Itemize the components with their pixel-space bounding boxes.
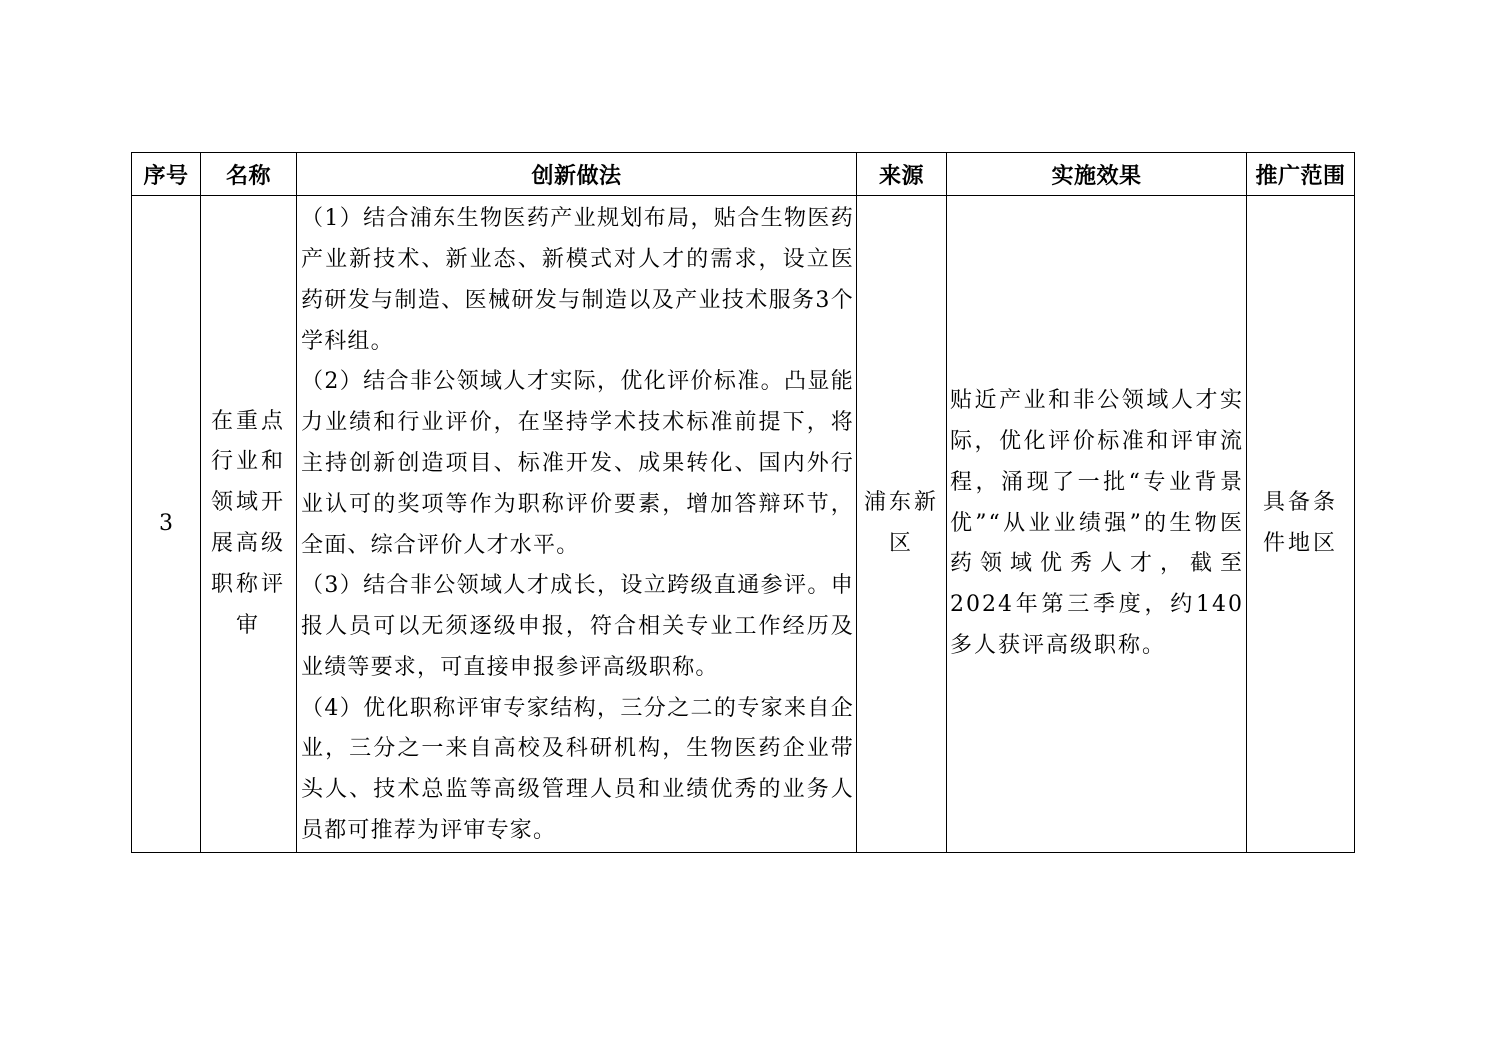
header-scope: 推广范围 — [1247, 153, 1355, 196]
scope-text: 具备条件地区 — [1262, 490, 1338, 556]
name-text: 在重点行业和领域开展高级职称评审 — [210, 408, 286, 638]
header-effect: 实施效果 — [947, 153, 1247, 196]
table-row — [132, 196, 1355, 853]
method-item-3: （3）结合非公领域人才成长，设立跨级直通参评。申报人员可以无须逐级申报，符合相关专业工作经历及业绩等要求，可直接申报参评高级职称。 — [301, 573, 854, 680]
method-list — [297, 196, 856, 852]
method-item-2: （2）结合非公领域人才实际，优化评价标准。凸显能力业绩和行业评价，在坚持学术技术标准前提下，将主持创新创造项目、标准开发、成果转化、国内外行业认可的奖项等作为职称评价要素，增加答辩环节，全面、综合评价人才水平。 — [301, 369, 854, 558]
cell-effect — [947, 196, 1247, 853]
cell-name — [201, 196, 297, 853]
header-method: 创新做法 — [297, 153, 857, 196]
method-item-1: （1）结合浦东生物医药产业规划布局，贴合生物医药产业新技术、新业态、新模式对人才的需求，设立医药研发与制造、医械研发与制造以及产业技术服务3个学科组。 — [301, 206, 854, 354]
table-header-row — [132, 153, 1355, 196]
source-text: 浦东新区 — [863, 490, 939, 556]
method-item-4: （4）优化职称评审专家结构，三分之二的专家来自企业，三分之一来自高校及科研机构，生物医药企业带头人、技术总监等高级管理人员和业绩优秀的业务人员都可推荐为评审专家。 — [301, 695, 854, 844]
cell-scope — [1247, 196, 1355, 853]
header-source: 来源 — [857, 153, 947, 196]
cell-source — [857, 196, 947, 853]
header-name: 名称 — [201, 153, 297, 196]
innovation-table — [131, 152, 1355, 853]
effect-text: 贴近产业和非公领域人才实际，优化评价标准和评审流程，涌现了一批“专业背景优”“从业业绩强”的生物医药领域优秀人才，截至2024年第三季度，约140多人获评高级职称。 — [950, 388, 1244, 658]
cell-seq — [132, 196, 201, 853]
seq-text: 3 — [159, 510, 173, 536]
cell-method — [297, 196, 857, 853]
header-seq: 序号 — [132, 153, 201, 196]
